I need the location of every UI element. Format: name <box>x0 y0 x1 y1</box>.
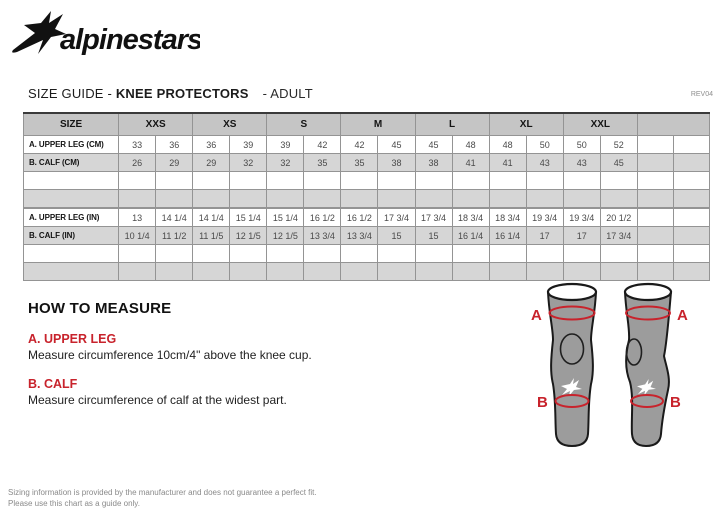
size-value-cell: 39 <box>230 136 267 154</box>
empty-cell <box>673 209 709 227</box>
revision-label: REV04 <box>690 91 713 98</box>
empty-cell <box>563 245 600 263</box>
empty-cell <box>267 190 304 208</box>
empty-cell <box>341 263 378 281</box>
measure-b-description: Measure circumference of calf at the widest part. <box>28 393 287 407</box>
size-value-cell: 29 <box>156 154 193 172</box>
empty-cell <box>526 190 563 208</box>
empty-cell <box>452 172 489 190</box>
empty-cell <box>489 245 526 263</box>
size-column-header: SIZE <box>24 113 119 136</box>
size-header-xxs: XXS <box>119 113 193 136</box>
size-value-cell: 17 <box>563 227 600 245</box>
empty-cell <box>563 263 600 281</box>
empty-cell <box>673 263 709 281</box>
diagram-a-label: A <box>677 307 688 324</box>
empty-cell <box>600 172 637 190</box>
empty-row <box>24 263 710 281</box>
empty-cell <box>341 172 378 190</box>
size-header-blank <box>637 113 709 136</box>
empty-row <box>24 172 710 190</box>
empty-cell <box>119 172 156 190</box>
empty-cell <box>230 190 267 208</box>
size-value-cell: 17 3/4 <box>600 227 637 245</box>
row-label: B. CALF (IN) <box>24 227 119 245</box>
size-header-l: L <box>415 113 489 136</box>
empty-cell <box>452 190 489 208</box>
size-value-cell: 16 1/4 <box>452 227 489 245</box>
measure-a-description: Measure circumference 10cm/4" above the knee cup. <box>28 348 312 362</box>
knee-protector-illustration <box>527 280 697 460</box>
empty-cell <box>637 245 673 263</box>
empty-cell <box>489 263 526 281</box>
empty-cell <box>119 245 156 263</box>
size-value-cell: 12 1/5 <box>230 227 267 245</box>
size-value-cell: 41 <box>452 154 489 172</box>
size-value-cell: 45 <box>378 136 415 154</box>
size-value-cell: 48 <box>452 136 489 154</box>
empty-row <box>24 245 710 263</box>
empty-cell <box>24 172 119 190</box>
size-value-cell: 13 <box>119 209 156 227</box>
empty-cell <box>452 245 489 263</box>
empty-cell <box>637 154 673 172</box>
empty-cell <box>637 263 673 281</box>
empty-cell <box>193 263 230 281</box>
row-label: A. UPPER LEG (CM) <box>24 136 119 154</box>
empty-cell <box>341 245 378 263</box>
empty-cell <box>230 245 267 263</box>
table-row <box>24 136 710 154</box>
title-prefix: SIZE GUIDE - <box>28 86 116 101</box>
empty-cell <box>267 172 304 190</box>
size-value-cell: 42 <box>304 136 341 154</box>
size-value-cell: 45 <box>415 136 452 154</box>
size-value-cell: 16 1/4 <box>489 227 526 245</box>
empty-cell <box>673 190 709 208</box>
empty-cell <box>415 263 452 281</box>
empty-cell <box>673 172 709 190</box>
size-value-cell: 15 1/4 <box>230 209 267 227</box>
table-row <box>24 227 710 245</box>
size-guide-table <box>23 112 713 281</box>
size-table-in <box>23 208 710 281</box>
size-value-cell: 41 <box>489 154 526 172</box>
size-value-cell: 14 1/4 <box>156 209 193 227</box>
title-audience: - ADULT <box>262 86 313 101</box>
size-value-cell: 33 <box>119 136 156 154</box>
size-value-cell: 50 <box>563 136 600 154</box>
empty-cell <box>24 190 119 208</box>
empty-cell <box>526 263 563 281</box>
empty-cell <box>378 190 415 208</box>
size-value-cell: 16 1/2 <box>341 209 378 227</box>
size-value-cell: 38 <box>378 154 415 172</box>
size-value-cell: 36 <box>193 136 230 154</box>
empty-cell <box>378 263 415 281</box>
empty-cell <box>193 190 230 208</box>
title-product: KNEE PROTECTORS <box>115 86 249 101</box>
empty-cell <box>378 245 415 263</box>
empty-cell <box>304 245 341 263</box>
size-value-cell: 17 3/4 <box>378 209 415 227</box>
knee-sleeve-front <box>531 284 596 446</box>
empty-cell <box>156 190 193 208</box>
size-value-cell: 32 <box>230 154 267 172</box>
empty-cell <box>452 263 489 281</box>
size-value-cell: 15 <box>378 227 415 245</box>
empty-cell <box>304 190 341 208</box>
size-value-cell: 48 <box>489 136 526 154</box>
size-value-cell: 18 3/4 <box>489 209 526 227</box>
size-value-cell: 16 1/2 <box>304 209 341 227</box>
size-table-cm <box>23 112 710 208</box>
size-value-cell: 35 <box>341 154 378 172</box>
disclaimer <box>8 487 317 509</box>
diagram-b-label: B <box>537 394 548 411</box>
empty-cell <box>526 245 563 263</box>
empty-cell <box>489 190 526 208</box>
table-row <box>24 209 710 227</box>
empty-cell <box>415 245 452 263</box>
diagram-b-label: B <box>670 394 681 411</box>
table-row <box>24 154 710 172</box>
empty-cell <box>304 263 341 281</box>
size-value-cell: 43 <box>526 154 563 172</box>
alpinestars-logo <box>10 8 200 60</box>
empty-cell <box>415 190 452 208</box>
empty-cell <box>600 263 637 281</box>
empty-cell <box>156 263 193 281</box>
empty-cell <box>267 263 304 281</box>
sleeve-opening <box>625 284 671 300</box>
empty-cell <box>415 172 452 190</box>
empty-cell <box>526 172 563 190</box>
size-value-cell: 45 <box>600 154 637 172</box>
alpinestars-logotype: alpinestars <box>60 24 200 56</box>
empty-cell <box>673 245 709 263</box>
page-title <box>28 86 313 101</box>
size-value-cell: 19 3/4 <box>526 209 563 227</box>
size-value-cell: 13 3/4 <box>341 227 378 245</box>
empty-cell <box>637 227 673 245</box>
empty-cell <box>230 263 267 281</box>
size-value-cell: 39 <box>267 136 304 154</box>
size-value-cell: 11 1/5 <box>193 227 230 245</box>
size-value-cell: 15 <box>415 227 452 245</box>
size-value-cell: 17 3/4 <box>415 209 452 227</box>
empty-cell <box>489 172 526 190</box>
size-value-cell: 10 1/4 <box>119 227 156 245</box>
empty-cell <box>119 263 156 281</box>
size-value-cell: 18 3/4 <box>452 209 489 227</box>
empty-cell <box>156 172 193 190</box>
empty-cell <box>156 245 193 263</box>
empty-cell <box>600 190 637 208</box>
size-value-cell: 36 <box>156 136 193 154</box>
knee-protector-diagram <box>527 280 697 460</box>
empty-cell <box>119 190 156 208</box>
size-header-xxl: XXL <box>563 113 637 136</box>
size-value-cell: 11 1/2 <box>156 227 193 245</box>
alpinestars-star-icon <box>12 11 66 54</box>
empty-cell <box>341 190 378 208</box>
empty-cell <box>563 172 600 190</box>
empty-row <box>24 190 710 208</box>
size-value-cell: 50 <box>526 136 563 154</box>
empty-cell <box>378 172 415 190</box>
size-value-cell: 26 <box>119 154 156 172</box>
disclaimer-line-1: Sizing information is provided by the manufacturer and does not guarantee a perfect fit. <box>8 488 317 497</box>
empty-cell <box>230 172 267 190</box>
empty-cell <box>673 227 709 245</box>
empty-cell <box>637 136 673 154</box>
empty-cell <box>637 172 673 190</box>
empty-cell <box>637 190 673 208</box>
how-to-measure-section <box>28 300 448 407</box>
size-value-cell: 20 1/2 <box>600 209 637 227</box>
size-header-row <box>24 113 710 136</box>
alpinestars-logo-graphic <box>10 8 200 60</box>
empty-cell <box>673 136 709 154</box>
empty-cell <box>600 245 637 263</box>
size-value-cell: 32 <box>267 154 304 172</box>
size-header-s: S <box>267 113 341 136</box>
size-value-cell: 42 <box>341 136 378 154</box>
row-label: A. UPPER LEG (IN) <box>24 209 119 227</box>
size-table-block-in <box>23 208 713 281</box>
size-value-cell: 17 <box>526 227 563 245</box>
disclaimer-line-2: Please use this chart as a guide only. <box>8 499 140 508</box>
knee-sleeve-side <box>625 284 688 446</box>
empty-cell <box>673 154 709 172</box>
size-table-block-cm <box>23 112 713 208</box>
measure-a-label: A. UPPER LEG <box>28 332 117 346</box>
row-label: B. CALF (CM) <box>24 154 119 172</box>
size-header-xl: XL <box>489 113 563 136</box>
empty-cell <box>637 209 673 227</box>
empty-cell <box>267 245 304 263</box>
size-header-xs: XS <box>193 113 267 136</box>
size-value-cell: 35 <box>304 154 341 172</box>
empty-cell <box>193 172 230 190</box>
size-value-cell: 29 <box>193 154 230 172</box>
size-value-cell: 14 1/4 <box>193 209 230 227</box>
size-value-cell: 12 1/5 <box>267 227 304 245</box>
empty-cell <box>304 172 341 190</box>
size-header-m: M <box>341 113 415 136</box>
empty-cell <box>563 190 600 208</box>
size-value-cell: 13 3/4 <box>304 227 341 245</box>
sleeve-opening <box>548 284 596 300</box>
size-value-cell: 38 <box>415 154 452 172</box>
empty-cell <box>193 245 230 263</box>
empty-cell <box>24 245 119 263</box>
empty-cell <box>24 263 119 281</box>
size-value-cell: 43 <box>563 154 600 172</box>
size-value-cell: 52 <box>600 136 637 154</box>
size-value-cell: 19 3/4 <box>563 209 600 227</box>
size-value-cell: 15 1/4 <box>267 209 304 227</box>
how-to-measure-title: HOW TO MEASURE <box>28 300 172 317</box>
measure-b-label: B. CALF <box>28 377 78 391</box>
diagram-a-label: A <box>531 307 542 324</box>
